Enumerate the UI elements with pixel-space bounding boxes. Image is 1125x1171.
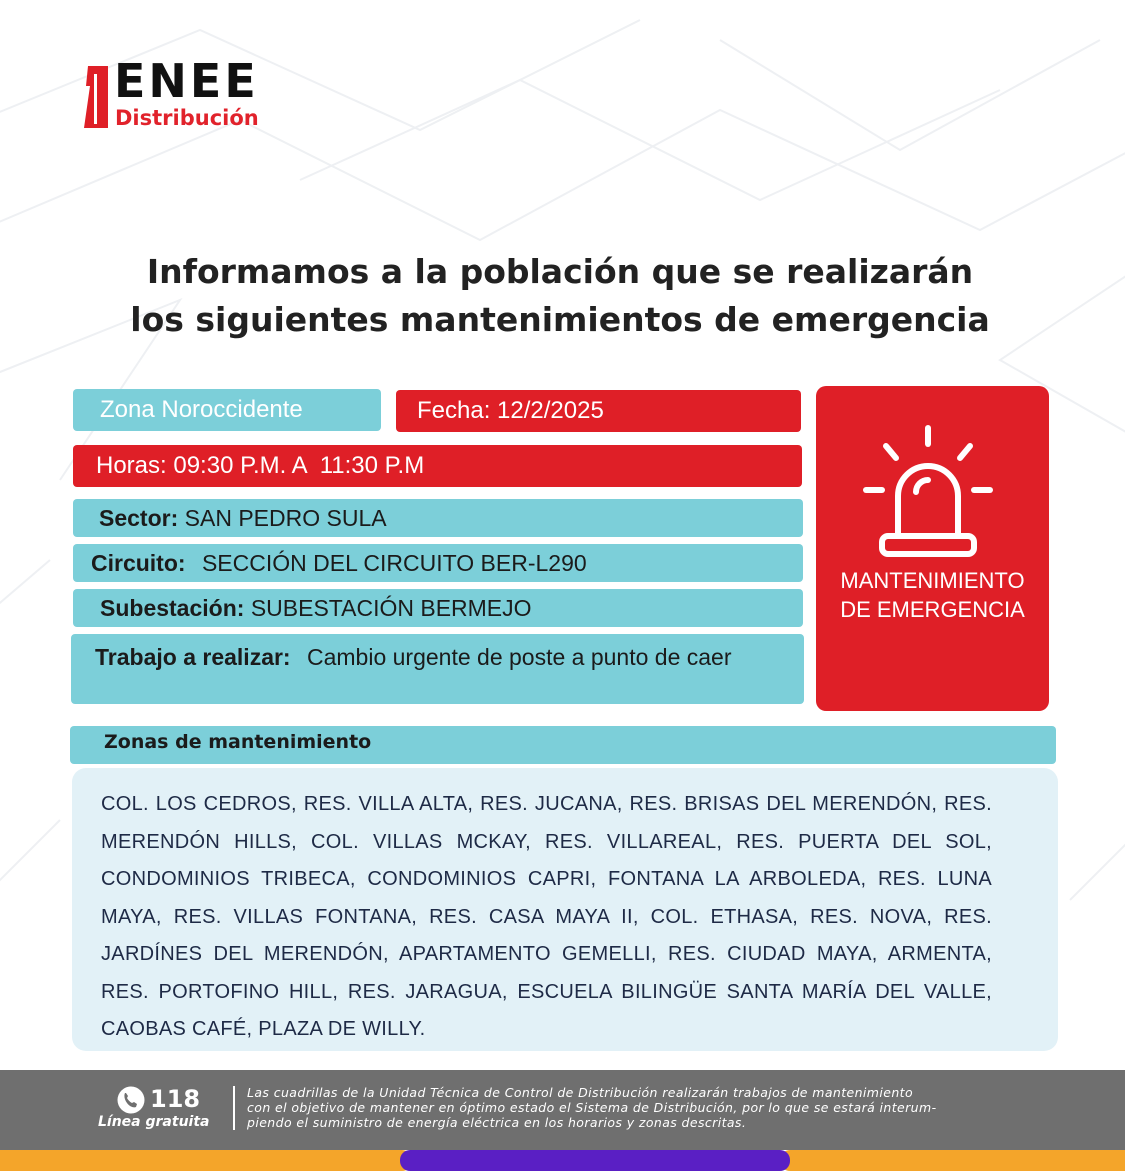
phone-icon [116,1086,146,1114]
siren-icon [860,422,1006,560]
work-value: Cambio urgente de poste a punto de caer [306,644,732,670]
work-label: Trabajo a realizar: [95,644,291,670]
circuit-value: SECCIÓN DEL CIRCUITO BER-L290 [201,550,587,576]
bottom-bar-purple [400,1150,790,1171]
circuit-box [73,544,803,582]
headline-line-2: los siguientes mantenimientos de emergencia [130,300,990,339]
footer-divider [233,1086,235,1130]
substation-value: SUBESTACIÓN BERMEJO [250,595,532,621]
bottom-bar-orange-right [780,1150,1125,1171]
zone-box [73,389,381,431]
hotline-number: 118 [150,1085,201,1113]
sector-value: SAN PEDRO SULA [184,505,387,531]
hours-box [73,445,802,487]
zones-list: COL. LOS CEDROS, RES. VILLA ALTA, RES. JUCANA, RES. BRISAS DEL MERENDÓN, RES. MERENDÓN HILLS, COL. VILLAS MCKAY, RES. VILLAREAL, RES. PUERTA DEL SOL, CONDOMINIOS TRIBECA, CONDOMINIOS CAPRI, FONTANA LA ARBOLEDA, RES. LUNA MAYA, RES. VILLAS FONTANA, RES. CASA MAYA II, COL. ETHASA, RES. NOVA, RES. JARDÍNES DEL MERENDÓN, APARTAMENTO GEMELLI, RES. CIUDAD MAYA, ARMENTA, RES. PORTOFINO HILL, RES. JARAGUA, ESCUELA BILINGÜE SANTA MARÍA DEL VALLE, CAOBAS CAFÉ, PLAZA DE WILLY. [101,793,992,1040]
emergency-line-2: DE EMERGENCIA [840,597,1025,622]
logo-wordmark: ENEE [114,54,259,108]
footer [0,1070,1125,1150]
headline-line-1: Informamos a la población que se realizarán [146,252,974,291]
zones-panel [72,768,1058,1051]
date-box [396,390,801,432]
zones-heading: Zonas de mantenimiento [70,726,1056,764]
hours-label: Horas: [96,452,167,479]
footer-notice-line-1: Las cuadrillas de la Unidad Técnica de Control de Distribución realizarán trabajos de mantenimiento [247,1085,914,1100]
page-headline [40,248,1080,344]
zone-label: Zona Noroccidente [100,396,303,423]
substation-box [73,589,803,627]
enee-logo [84,54,324,134]
work-box [71,634,804,704]
footer-notice [247,1085,1037,1130]
emergency-line-1: MANTENIMIENTO [840,568,1025,593]
emergency-badge [816,386,1049,711]
logo-subtitle: Distribución [115,106,259,130]
sector-label: Sector: [99,505,179,531]
hours-value: 09:30 P.M. A 11:30 P.M [173,452,425,479]
hotline-label: Línea gratuita [98,1114,210,1130]
enee-logo-mark-icon [84,66,108,128]
sector-box [73,499,803,537]
date-label: Fecha: [417,397,491,424]
circuit-label: Circuito: [91,550,186,576]
footer-notice-line-3: piendo el suministro de energía eléctrica en los horarios y zonas descritas. [247,1115,747,1130]
bottom-bar-orange-left [0,1150,412,1171]
substation-label: Subestación: [100,595,245,621]
hotline[interactable] [98,1086,218,1136]
footer-notice-line-2: con el objetivo de mantener en óptimo estado el Sistema de Distribución, por lo que se estará interum- [247,1100,937,1115]
date-value: 12/2/2025 [497,397,604,424]
emergency-label [816,566,1049,624]
